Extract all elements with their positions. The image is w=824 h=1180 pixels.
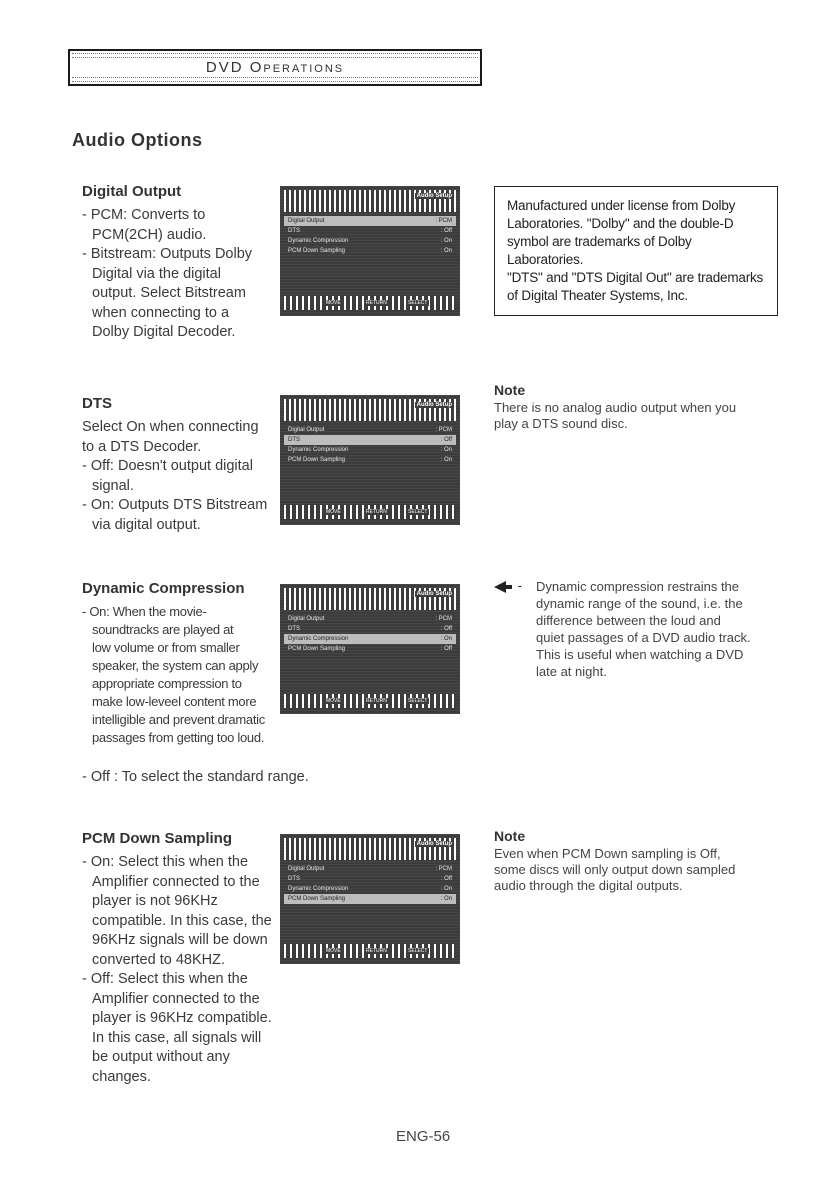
- menu-row-name: DTS: [288, 437, 300, 443]
- audio-setup-screen-digital-output: [280, 186, 460, 316]
- footer-label: SELECT: [408, 509, 428, 515]
- menu-row-value: : On: [440, 238, 452, 244]
- text-line: via digital output.: [92, 516, 201, 533]
- note-text: [494, 846, 794, 894]
- menu-row-name: PCM Down Sampling: [288, 457, 346, 463]
- audio-setup-screen-dts: [280, 395, 460, 525]
- menu-row: [284, 445, 456, 455]
- footer-label: MOVE: [326, 300, 341, 306]
- note-heading: Note: [494, 828, 526, 844]
- dynamic-compression-text: [82, 603, 297, 747]
- digital-output-heading: Digital Output: [82, 183, 182, 200]
- digital-output-section: [82, 183, 272, 343]
- screen-footer: [284, 944, 456, 958]
- text-line: Digital via the digital: [92, 265, 221, 282]
- digital-output-text: [82, 206, 272, 343]
- menu-row-value: : Off: [440, 876, 452, 882]
- menu-row-name: Dynamic Compression: [288, 447, 349, 453]
- footer-label: MOVE: [326, 698, 341, 704]
- text-line: speaker, the system can apply: [92, 658, 259, 673]
- text-line: There is no analog audio output when you: [494, 400, 737, 415]
- footer-label: SELECT: [408, 948, 428, 954]
- text-line: compatible. In this case, the: [92, 912, 272, 929]
- footer-label: RETURN: [366, 948, 387, 954]
- screen-footer: [284, 505, 456, 519]
- text-line: difference between the loud and: [536, 613, 721, 628]
- text-line: make low-leveel content more: [92, 694, 257, 709]
- menu-row: [284, 246, 456, 256]
- text-line: Manufactured under license from Dolby: [507, 198, 736, 213]
- screen-label: Audio Setup: [416, 402, 452, 408]
- menu-row: [284, 884, 456, 894]
- screen-label: Audio Setup: [416, 591, 452, 597]
- menu-row-name: Digital Output: [288, 218, 325, 224]
- text-line: output. Select Bitstream: [92, 285, 246, 301]
- menu-row: [284, 634, 456, 644]
- menu-row-name: PCM Down Sampling: [288, 896, 346, 902]
- menu-row-value: : Off: [440, 437, 452, 443]
- note-text: [536, 578, 751, 680]
- menu-row-name: PCM Down Sampling: [288, 646, 346, 652]
- text-line: soundtracks are played at: [92, 622, 234, 637]
- menu-row-name: Digital Output: [288, 616, 325, 622]
- dynamic-compression-section: [82, 580, 297, 747]
- text-line: Laboratories.: [507, 252, 584, 267]
- text-line: PCM(2CH) audio.: [92, 226, 207, 243]
- text-line: In this case, all signals will: [92, 1029, 262, 1046]
- text-line: audio through the digital outputs.: [494, 878, 683, 893]
- menu-row: [284, 644, 456, 654]
- footer-label: RETURN: [366, 300, 387, 306]
- pcm-note: [494, 828, 794, 894]
- footer-label: MOVE: [326, 509, 341, 515]
- footer-label: RETURN: [366, 509, 387, 515]
- screen-menu: [284, 216, 456, 256]
- footer-label: RETURN: [366, 698, 387, 704]
- text-line: - Off: Doesn't output digital: [82, 458, 253, 474]
- text-line: quiet passages of a DVD audio track.: [536, 630, 751, 645]
- text-line: - On: Outputs DTS Bitstream: [82, 497, 268, 513]
- text-line: play a DTS sound disc.: [494, 416, 628, 431]
- screen-menu: [284, 864, 456, 904]
- menu-row: [284, 455, 456, 465]
- text-line: - On: Select this when the: [82, 854, 249, 870]
- text-line: "DTS" and "DTS Digital Out" are trademarks: [507, 270, 764, 285]
- text-line: Even when PCM Down sampling is Off,: [494, 846, 721, 861]
- dts-heading: DTS: [82, 395, 112, 412]
- menu-row-name: Digital Output: [288, 866, 325, 872]
- menu-row-value: : PCM: [435, 427, 452, 433]
- dynamic-compression-off: - Off : To select the standard range.: [82, 769, 309, 785]
- menu-row: [284, 216, 456, 226]
- screen-menu: [284, 614, 456, 654]
- menu-row: [284, 226, 456, 236]
- menu-row-value: : On: [440, 248, 452, 254]
- text-line: This is useful when watching a DVD: [536, 647, 744, 662]
- audio-setup-screen-dynamic-compression: [280, 584, 460, 714]
- text-line: Amplifier connected to the: [92, 990, 260, 1007]
- text-line: converted to 48KHZ.: [92, 951, 225, 968]
- header-title: DVD Operations: [205, 59, 345, 76]
- text-line: - Bitstream: Outputs Dolby: [82, 246, 253, 262]
- menu-row-name: DTS: [288, 228, 300, 234]
- menu-row-value: : On: [440, 447, 452, 453]
- text-line: symbol are trademarks of Dolby: [507, 234, 692, 249]
- license-notice-box: [494, 186, 778, 316]
- menu-row: [284, 894, 456, 904]
- menu-row-name: PCM Down Sampling: [288, 248, 346, 254]
- page-number: ENG-56: [396, 1128, 451, 1145]
- menu-row: [284, 874, 456, 884]
- menu-row-name: Dynamic Compression: [288, 636, 349, 642]
- screen-menu: [284, 425, 456, 465]
- screen-footer: [284, 694, 456, 708]
- audio-setup-screen-pcm-down-sampling: [280, 834, 460, 964]
- menu-row-value: : On: [440, 636, 452, 642]
- pcm-down-sampling-text: [82, 853, 282, 1087]
- text-line: signal.: [92, 477, 134, 494]
- menu-row-value: : Off: [440, 646, 452, 652]
- text-line: Amplifier connected to the: [92, 873, 260, 890]
- text-line: - On: When the movie-: [82, 604, 207, 619]
- text-line: passages from getting too loud.: [92, 730, 265, 745]
- menu-row-name: Dynamic Compression: [288, 886, 349, 892]
- note-marker: [494, 578, 536, 680]
- menu-row-name: Dynamic Compression: [288, 238, 349, 244]
- menu-row-value: : Off: [440, 626, 452, 632]
- text-line: player is not 96KHz: [92, 893, 218, 909]
- text-line: Dolby Digital Decoder.: [92, 324, 236, 340]
- menu-row: [284, 435, 456, 445]
- menu-row-name: Digital Output: [288, 427, 325, 433]
- menu-row-value: : PCM: [435, 218, 452, 224]
- menu-row: [284, 864, 456, 874]
- menu-row: [284, 614, 456, 624]
- screen-label: Audio Setup: [416, 841, 452, 847]
- text-line: - PCM: Converts to: [82, 207, 206, 223]
- menu-row-value: : Off: [440, 228, 452, 234]
- text-line: 96KHz signals will be down: [92, 932, 268, 948]
- menu-row-value: : PCM: [435, 616, 452, 622]
- text-line: be output without any: [92, 1049, 230, 1065]
- footer-label: MOVE: [326, 948, 341, 954]
- text-line: - Off: Select this when the: [82, 971, 248, 987]
- menu-row-value: : On: [440, 896, 452, 902]
- section-title: Audio Options: [72, 130, 203, 150]
- text-line: appropriate compression to: [92, 676, 242, 691]
- text-line: of Digital Theater Systems, Inc.: [507, 288, 688, 303]
- pcm-down-sampling-heading: PCM Down Sampling: [82, 830, 232, 847]
- text-line: when connecting to a: [92, 304, 230, 321]
- text-line: Dynamic compression restrains the: [536, 579, 740, 594]
- text-line: player is 96KHz compatible.: [92, 1010, 272, 1026]
- screen-label: Audio Setup: [416, 193, 452, 199]
- menu-row-value: : On: [440, 886, 452, 892]
- speaker-icon: [494, 581, 514, 593]
- menu-row-value: : On: [440, 457, 452, 463]
- text-line: dynamic range of the sound, i.e. the: [536, 596, 743, 611]
- menu-row-value: : PCM: [435, 866, 452, 872]
- note-dash: -: [517, 578, 522, 593]
- menu-row-name: DTS: [288, 626, 300, 632]
- text-line: Laboratories. "Dolby" and the double-D: [507, 216, 734, 231]
- text-line: late at night.: [536, 664, 607, 679]
- footer-label: SELECT: [408, 300, 428, 306]
- footer-label: SELECT: [408, 698, 428, 704]
- note-text: [494, 400, 784, 432]
- dynamic-compression-note: [494, 578, 784, 680]
- screen-footer: [284, 296, 456, 310]
- menu-row: [284, 425, 456, 435]
- header-banner: [68, 49, 482, 86]
- note-heading: Note: [494, 382, 526, 398]
- menu-row-name: DTS: [288, 876, 300, 882]
- dts-section: [82, 395, 272, 535]
- menu-row: [284, 624, 456, 634]
- text-line: changes.: [92, 1068, 151, 1085]
- menu-row: [284, 236, 456, 246]
- text-line: low volume or from smaller: [92, 640, 240, 655]
- dts-text: [82, 418, 272, 535]
- pcm-down-sampling-section: [82, 830, 282, 1087]
- text-line: intelligible and prevent dramatic: [92, 712, 265, 727]
- text-line: some discs will only output down sampled: [494, 862, 736, 877]
- dynamic-compression-heading: Dynamic Compression: [82, 580, 245, 597]
- text-line: to a DTS Decoder.: [82, 438, 202, 455]
- text-line: Select On when connecting: [82, 419, 259, 435]
- dts-note: [494, 382, 784, 432]
